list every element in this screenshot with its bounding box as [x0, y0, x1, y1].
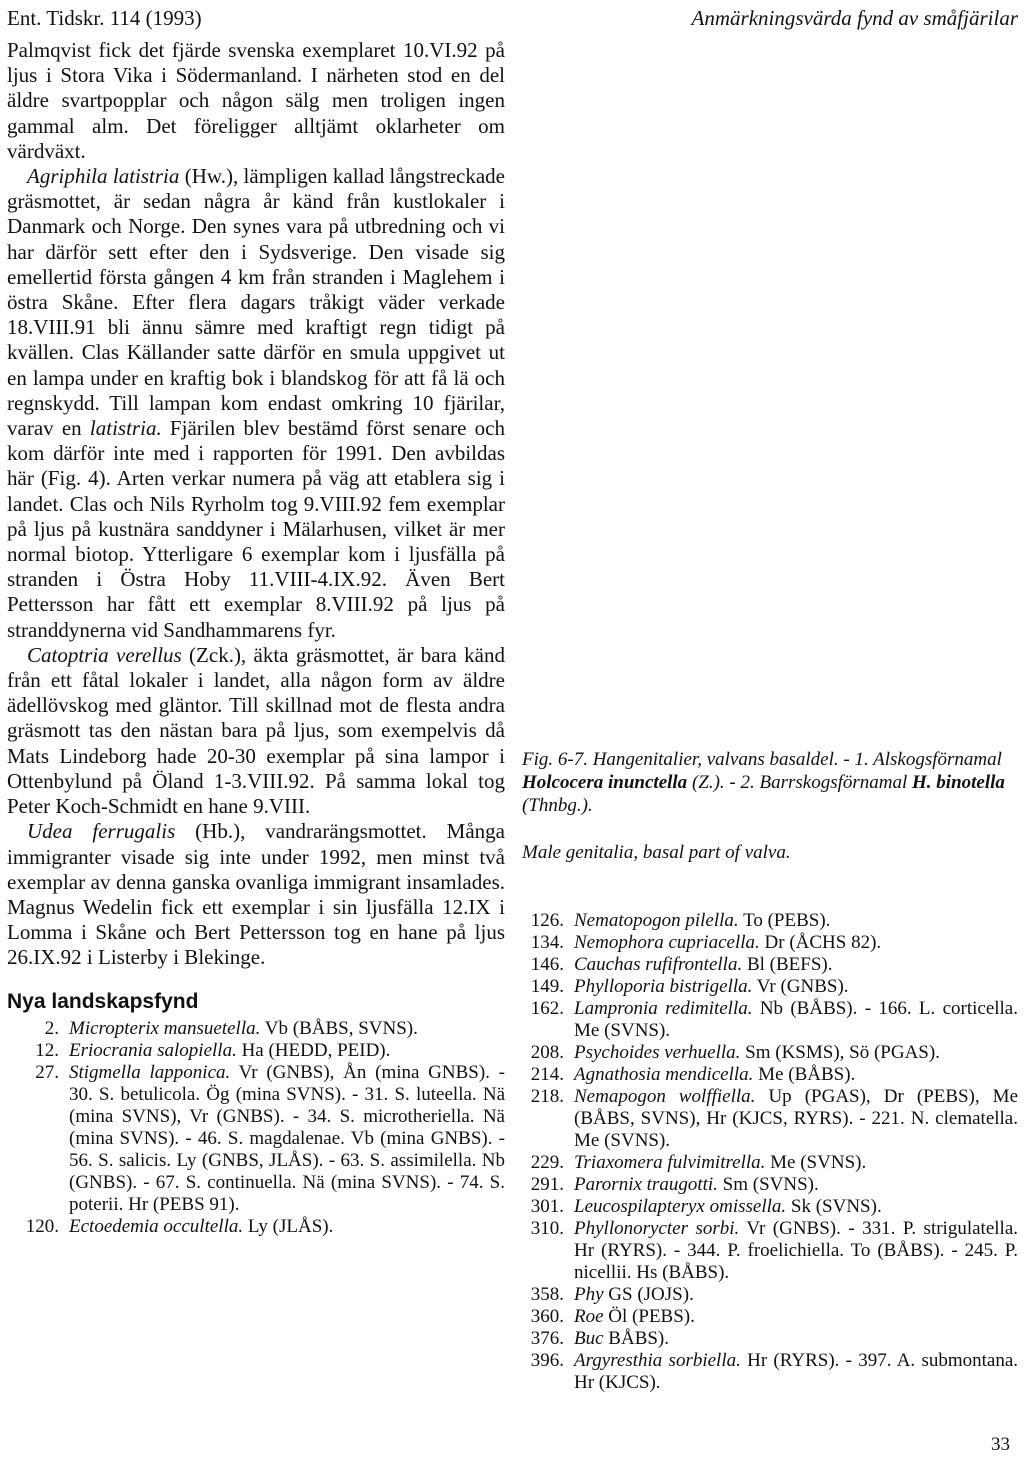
record-entry — [512, 1196, 1018, 1218]
record-number: 146. — [530, 954, 564, 975]
record-localities: GS (JOJS). — [603, 1284, 694, 1305]
record-text — [574, 1196, 1018, 1218]
caption-species: H. binotella — [912, 772, 1005, 793]
record-localities: Vb (BÅBS, SVNS). — [260, 1017, 418, 1039]
record-list — [7, 1018, 505, 1238]
left-column — [7, 38, 505, 1238]
paragraph-text: (Hw.), lämpligen kallad långstreckade gräsmottet, är sedan några år känd från kustlokaler i Danmark och Norge. Den synes vara på utbredning och vi har därför sett efter den i Sydsverige. Den visade sig emellertid första gången 4 km från stranden i Maglehem i östra Skåne. Efter flera dagars tråkigt väder verkade 18.VIII.91 bli ännu sämre med kraftigt regn tidigt på kvällen. Clas Källander satte därför en smula uppgivet ut en lampa under en kraftig bok i blandskog för att få lä och regnskydd. Till lampan kom endast omkring 10 fjärilar, varav en — [7, 164, 505, 441]
record-entry — [512, 1152, 1018, 1174]
record-entry — [512, 1042, 1018, 1064]
record-text — [574, 1064, 1018, 1086]
caption-text: (Z.). - 2. Barrskogsförnamal — [687, 772, 913, 793]
record-species: Lampronia redimitella. — [574, 998, 753, 1019]
record-localities: Up (PGAS), Dr (PEBS), Me (BÅBS, SVNS), Hr (KJCS, RYRS). - 221. N. clematella. Me (SVNS). — [574, 1086, 1018, 1151]
record-species: Ectoedemia occultella. — [69, 1215, 244, 1237]
paragraph-text: (Zck.), äkta gräsmottet, är bara känd från ett fåtal lokaler i landet, alla någon form av äldre ädellövskog med gläntor. Till skillnad mot de flesta andra gräsmott tas den nästan bara på ljus, som exempelvis då Mats Lindeborg hade 20-30 exemplar på sina lampor i Ottenbylund på Öland 1-3.VIII.92. På samma lokal tog Peter Koch-Schmidt en hane 9.VIII. — [7, 642, 505, 819]
caption-species: Holcocera inunctella — [522, 772, 688, 793]
record-text — [69, 1018, 505, 1040]
paragraph-text: (Hb.), vandrarängsmottet. Många immigranter visade sig inte under 1992, men minst två exemplar av denna ganska ovanliga immigrant insamlades. Magnus Wedelin fick ett exemplar i sin ljusfälla 12.IX i Lomma i Skåne och Bert Pettersson tog en hane på ljus 26.IX.92 i Listerby i Blekinge. — [7, 819, 505, 970]
record-text — [69, 1062, 505, 1216]
record-localities: Bl (BEFS). — [742, 954, 833, 975]
record-text — [69, 1040, 505, 1062]
record-localities: Nb (BÅBS). - 166. L. corticella. Me (SVNS). — [574, 998, 1018, 1041]
record-entry — [7, 1018, 505, 1040]
record-number: 229. — [530, 1152, 564, 1173]
record-text — [574, 910, 1018, 932]
caption-text: Fig. 6-7. Hangenitalier, valvans basaldel. - 1. Alskogsförnamal — [522, 749, 1002, 770]
record-entry — [512, 1086, 1018, 1152]
record-species: Nemapogon wolffiella. — [574, 1086, 756, 1107]
record-species: Nematopogon pilella. — [574, 910, 739, 931]
record-localities: Me (BÅBS). — [753, 1064, 856, 1085]
record-text — [574, 1174, 1018, 1196]
record-text — [574, 1350, 1018, 1394]
record-number: 162. — [530, 998, 564, 1019]
record-text — [574, 1306, 1018, 1328]
record-localities: Vr (GNBS), Ån (mina GNBS). - 30. S. betulicola. Ög (mina SVNS). - 31. S. luteella. Nä (mina SVNS), Vr (GNBS). - 34. S. microtheriella. Nä (mina SVNS). - 46. S. magdalenae. Vb (mina GNBS). - 56. S. salicis. Ly (GNBS, JLÅS). - 63. S. assimilella. Nb (GNBS). - 67. S. continuella. Nä (mina SVNS). - 74. S. poterii. Hr (PEBS 91). — [69, 1061, 506, 1215]
record-number: 120. — [25, 1215, 59, 1237]
record-localities: Öl (PEBS). — [603, 1306, 695, 1327]
species-name: Udea ferrugalis — [27, 819, 176, 844]
caption-text: (Thnbg.). — [522, 795, 593, 816]
record-entry — [512, 1174, 1018, 1196]
species-name: latistria. — [89, 416, 162, 441]
record-localities: Dr (ÅCHS 82). — [759, 932, 882, 953]
record-entry — [7, 1062, 505, 1216]
record-entry — [512, 1306, 1018, 1328]
record-localities: BÅBS). — [603, 1328, 670, 1349]
record-species: Phy — [574, 1284, 604, 1305]
record-localities: Vr (GNBS). - 331. P. strigulatella. Hr (RYRS). - 344. P. froelichiella. To (BÅBS). - 245. P. nicellii. Hs (BÅBS). — [574, 1218, 1019, 1283]
record-number: 396. — [530, 1350, 564, 1371]
section-heading: Nya landskapsfynd — [7, 989, 199, 1013]
record-number: 134. — [530, 932, 564, 953]
record-number: 126. — [530, 910, 564, 931]
record-species: Micropterix mansuetella. — [69, 1017, 261, 1039]
record-species: Stigmella lapponica. — [69, 1061, 231, 1083]
record-localities: Ha (HEDD, PEID). — [236, 1039, 391, 1061]
record-species: Leucospilapteryx omissella. — [574, 1196, 787, 1217]
figure-caption-swedish — [522, 748, 1018, 817]
record-text — [574, 954, 1018, 976]
paragraph-catoptria — [7, 643, 505, 819]
right-record-column — [512, 910, 1018, 1394]
record-entry — [512, 976, 1018, 998]
record-number: 310. — [530, 1218, 564, 1239]
record-text — [574, 1328, 1018, 1350]
record-number: 218. — [530, 1086, 564, 1107]
record-number: 301. — [530, 1196, 564, 1217]
paragraph-palmqvist: Palmqvist fick det fjärde svenska exemplaret 10.VI.92 på ljus i Stora Vika i Södermanland. I närheten stod en del äldre svartpopplar och någon sälg men troligen ingen gammal alm. Det föreligger alltjämt oklarheter om värdväxt. — [7, 38, 505, 163]
record-localities: To (PEBS). — [738, 910, 831, 931]
record-species: Nemophora cupriacella. — [574, 932, 760, 953]
record-entry — [512, 954, 1018, 976]
record-entry — [512, 998, 1018, 1042]
record-list — [512, 910, 1018, 1394]
record-number: 291. — [530, 1174, 564, 1195]
record-species: Psychoides verhuella. — [574, 1042, 741, 1063]
record-text — [574, 976, 1018, 998]
record-text — [574, 1086, 1018, 1152]
record-localities: Me (SVNS). — [765, 1152, 867, 1173]
page-number: 33 — [991, 1434, 1010, 1455]
record-number: 358. — [530, 1284, 564, 1305]
record-entry — [512, 910, 1018, 932]
record-species: Buc — [574, 1328, 604, 1349]
record-number: 12. — [35, 1039, 59, 1061]
paragraph-text: Fjärilen blev bestämd först senare och kom därför inte med i rapporten för 1991. Den avbildas här (Fig. 4). Arten verkar numera på väg att etablera sig i landet. Clas och Nils Ryrholm tog 9.VIII.92 fem exemplar på ljus på kustnära sanddyner i Mälarhusen, vilket är mer normal biotop. Ytterligare 6 exemplar kom i ljusfälla på stranden i Östra Hoby 11.VIII-4.IX.92. Även Bert Pettersson har fått ett exemplar 8.VIII.92 på ljus på stranddynerna vid Sandhammarens fyr. — [7, 416, 505, 642]
record-species: Roe — [574, 1306, 604, 1327]
record-localities: Vr (GNBS). — [752, 976, 849, 997]
record-species: Phyllonorycter sorbi. — [574, 1218, 740, 1239]
record-number: 2. — [44, 1017, 59, 1039]
record-number: 27. — [35, 1061, 59, 1083]
record-entry — [512, 1350, 1018, 1394]
record-species: Parornix traugotti. — [574, 1174, 718, 1195]
record-entry — [512, 1284, 1018, 1306]
paragraph-agriphila — [7, 164, 505, 643]
record-species: Phylloporia bistrigella. — [574, 976, 753, 997]
page-header-right: Anmärkningsvärda fynd av småfjärilar — [691, 6, 1018, 30]
record-localities: Sk (SVNS). — [786, 1196, 882, 1217]
record-species: Eriocrania salopiella. — [69, 1039, 237, 1061]
record-text — [574, 1042, 1018, 1064]
species-name: Catoptria verellus — [27, 642, 182, 667]
record-text — [574, 1284, 1018, 1306]
record-number: 149. — [530, 976, 564, 997]
record-localities: Hr (RYRS). - 397. A. submontana. Hr (KJCS). — [574, 1350, 1019, 1393]
record-number: 360. — [530, 1306, 564, 1327]
record-entry — [512, 1328, 1018, 1350]
record-text — [574, 1218, 1018, 1284]
record-entry — [7, 1040, 505, 1062]
record-number: 376. — [530, 1328, 564, 1349]
figure-caption-block — [522, 748, 1018, 864]
record-localities: Ly (JLÅS). — [243, 1215, 334, 1237]
record-text — [574, 932, 1018, 954]
record-species: Cauchas rufifrontella. — [574, 954, 743, 975]
record-text — [574, 998, 1018, 1042]
record-entry — [512, 932, 1018, 954]
record-species: Argyresthia sorbiella. — [574, 1350, 741, 1371]
record-text — [574, 1152, 1018, 1174]
record-localities: Sm (KSMS), Sö (PGAS). — [740, 1042, 940, 1063]
species-name: Agriphila latistria — [27, 164, 180, 189]
record-text — [69, 1216, 505, 1238]
paragraph-udea — [7, 819, 505, 970]
record-entry — [512, 1218, 1018, 1284]
record-entry — [7, 1216, 505, 1238]
record-localities: Sm (SVNS). — [717, 1174, 819, 1195]
page-header-left: Ent. Tidskr. 114 (1993) — [7, 6, 202, 30]
record-number: 214. — [530, 1064, 564, 1085]
figure-caption-english: Male genitalia, basal part of valva. — [522, 842, 791, 863]
record-number: 208. — [530, 1042, 564, 1063]
record-species: Agnathosia mendicella. — [574, 1064, 754, 1085]
record-entry — [512, 1064, 1018, 1086]
record-species: Triaxomera fulvimitrella. — [574, 1152, 766, 1173]
